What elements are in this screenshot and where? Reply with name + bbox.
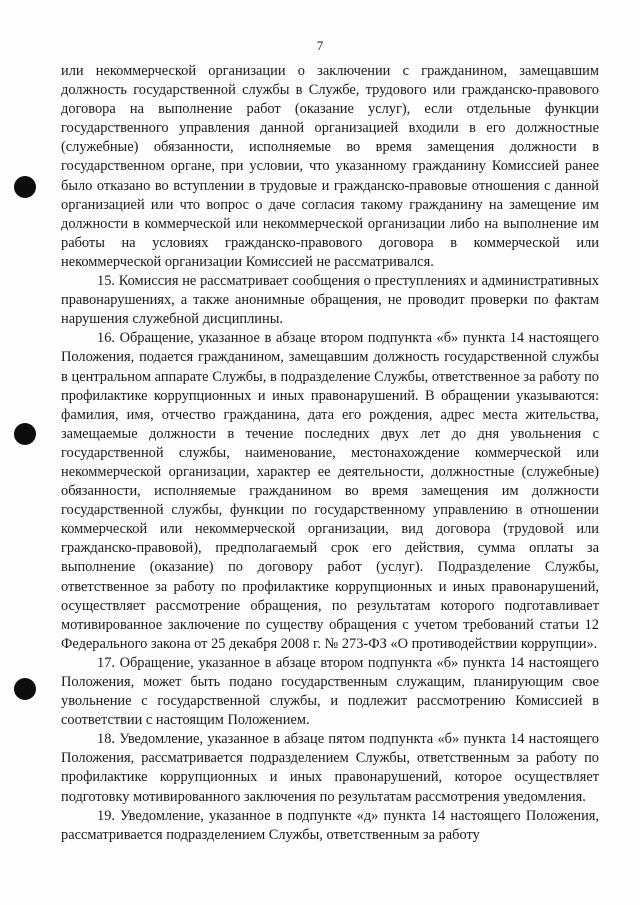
paragraph-item-19: 19. Уведомление, указанное в подпункте «д» пункта 14 настоящего Положения, рассматривается подразделением Службы, ответственным за работу xyxy=(61,807,599,843)
paragraph-item-18: 18. Уведомление, указанное в абзаце пятом подпункта «б» пункта 14 настоящего Положения, рассматривается подразделением Службы, ответственным за работу по профилактике коррупционных и иных правонарушений, которое осуществляет подготовку мотивированного заключения по результатам рассмотрения уведомления. xyxy=(61,731,599,805)
punch-hole xyxy=(14,678,36,700)
punch-hole xyxy=(14,176,36,198)
page-number: 7 xyxy=(316,38,324,53)
paragraph-item-15: 15. Комиссия не рассматривает сообщения о преступлениях и административных правонарушениях, а также анонимные обращения, не проводит проверки по фактам нарушения служебной дисциплины. xyxy=(61,273,599,328)
paragraph-item-17: 17. Обращение, указанное в абзаце втором подпункта «б» пункта 14 настоящего Положения, может быть подано государственным служащим, планирующим свое увольнение с государственной службы, и подлежит рассмотрению Комиссией в соответствии с настоящим Положением. xyxy=(61,654,599,729)
document-body xyxy=(61,62,599,845)
punch-hole xyxy=(14,423,36,445)
paragraph-continuation: или некоммерческой организации о заключении с гражданином, замещавшим должность государственной службы в Службе, трудового или гражданско-правового договора на выполнение работ (оказание услуг), если отдельные функции государственного управления данной организацией входили в его должностные (служебные) обязанности, исполняемые во время замещения должности в государственном органе, при условии, что указанному гражданину Комиссией ранее было отказано во вступлении в трудовые и гражданско-правовые отношения с данной организацией или что вопрос о даче согласия такому гражданину на замещение им должности в коммерческой или некоммерческой организации либо на выполнение им работы на условиях гражданско-правового договора в коммерческой или некоммерческой организации Комиссией не рассматривался. xyxy=(61,63,599,270)
paragraph-item-16: 16. Обращение, указанное в абзаце втором подпункта «б» пункта 14 настоящего Положения, подается гражданином, замещавшим должность государственной службы в центральном аппарате Службы, в подразделение Службы, ответственное за работу по профилактике коррупционных и иных правонарушений. В обращении указываются: фамилия, имя, отчество гражданина, дата его рождения, адрес места жительства, замещаемые должности в течение последних двух лет до дня увольнения с государственной службы, наименование, местонахождение коммерческой или некоммерческой организации, характер ее деятельности, должностные (служебные) обязанности, исполняемые гражданином во время замещения им должности государственной службы, функции по государственному управлению в отношении коммерческой или некоммерческой организации, вид договора (трудовой или гражданско-правовой), предполагаемый срок его действия, сумма оплаты за выполнение (оказание) по договору работ (услуг). Подразделение Службы, ответственное за работу по профилактике коррупционных и иных правонарушений, осуществляет рассмотрение обращения, по результатам которого подготавливает мотивированное заключение по существу обращения с учетом требований статьи 12 Федерального закона от 25 декабря 2008 г. № 273-ФЗ «О противодействии коррупции». xyxy=(61,330,599,652)
